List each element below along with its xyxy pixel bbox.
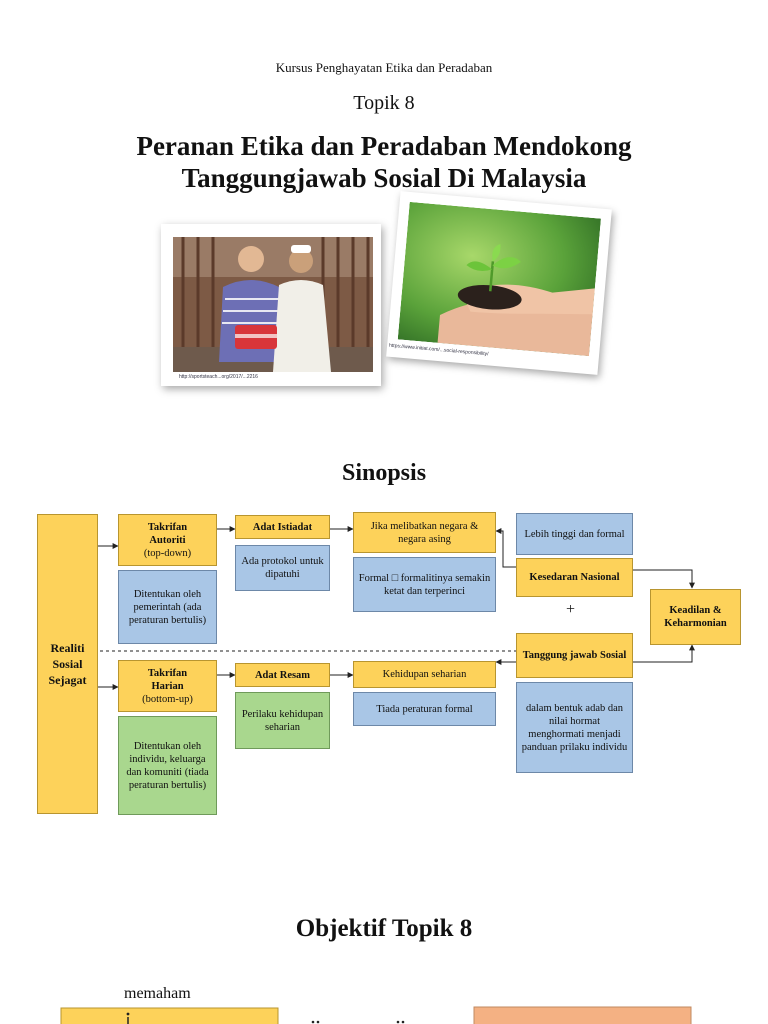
realiti-sosial-box: [37, 514, 98, 814]
formal-desc-text: Formal □ formalitinya semakin ketat dan terperinci: [358, 572, 491, 597]
tanggung-jawab-text: Tanggung jawab Sosial: [522, 650, 627, 661]
kehidupan-seharian-box: [353, 661, 496, 688]
keadilan-text: Keadilan & Keharmonian: [664, 605, 727, 629]
harian-desc-box: [118, 716, 217, 815]
kehidupan-seharian-text: Kehidupan seharian: [382, 669, 467, 680]
title-line-1: Peranan Etika dan Peradaban Mendokong: [136, 131, 632, 161]
takrifan-autoriti-box: [118, 514, 217, 566]
title-line-2: Tanggungjawab Sosial Di Malaysia: [181, 163, 587, 193]
kesedaran-nasional-text: Kesedaran Nasional: [529, 572, 620, 583]
takrifan-harian-title-1: Takrifan: [147, 667, 188, 679]
photo-gift-exchange: [161, 224, 381, 386]
keadilan-box: [650, 589, 741, 645]
dalam-bentuk-text: dalam bentuk adab dan nilai hormat menghormati menjadi panduan prilaku individu: [521, 702, 628, 753]
objektif-heading: Objektif Topik 8: [295, 915, 473, 942]
adat-resam-text: Adat Resam: [254, 669, 311, 681]
harian-desc-text: Ditentukan oleh individu, keluarga dan komuniti (tiada peraturan bertulis): [126, 740, 209, 791]
topic-number: Topik 8: [353, 92, 415, 114]
plus-sign: +: [566, 601, 576, 618]
adat-istiadat-text: Adat Istiadat: [252, 521, 313, 533]
realiti-line-1: Realiti: [50, 641, 85, 655]
autoriti-desc-text: Ditentukan oleh pemerintah (ada peraturan bertulis): [128, 588, 207, 626]
takrifan-autoriti-sub: (top-down): [143, 547, 192, 559]
page-title: [0, 130, 768, 194]
jika-negara-text: Jika melibatkan negara & negara asing: [370, 520, 479, 545]
tanggung-jawab-box: [516, 633, 633, 678]
memaham-label: memaham: [124, 985, 191, 1002]
lebih-tinggi-box: [516, 513, 633, 555]
kesedaran-nasional-box: [516, 558, 633, 597]
sinopsis-heading: Sinopsis: [341, 460, 427, 486]
takrifan-harian-sub: (bottom-up): [142, 693, 193, 705]
takrifan-autoriti-title-2: Autoriti: [149, 534, 186, 546]
autoriti-desc-box: [118, 570, 217, 644]
seedling-image: [398, 202, 601, 356]
tiada-peraturan-text: Tiada peraturan formal: [376, 703, 473, 715]
right-photo-caption: https://www.initiat.com/...social-responsibility/: [388, 342, 489, 358]
left-photo-caption: http://sportsteach...org/2017/...2216: [179, 374, 258, 380]
istiadat-desc-text: Ada protokol untuk dipatuhi: [241, 556, 324, 580]
jika-negara-box: [353, 512, 496, 553]
adat-resam-box: [235, 663, 330, 687]
istiadat-desc-box: [235, 545, 330, 591]
formal-desc-box: [353, 557, 496, 612]
course-title: Kursus Penghayatan Etika dan Peradaban: [275, 60, 493, 75]
dalam-bentuk-box: [516, 682, 633, 773]
takrifan-harian-box: [118, 660, 217, 712]
lebih-tinggi-text: Lebih tinggi dan formal: [524, 528, 625, 540]
takrifan-harian-title-2: Harian: [151, 680, 184, 692]
realiti-line-2: Sosial: [52, 657, 83, 671]
realiti-line-3: Sejagat: [48, 673, 87, 687]
resam-desc-text: Perilaku kehidupan seharian: [241, 708, 324, 733]
adat-istiadat-box: [235, 515, 330, 539]
gift-exchange-image: [173, 237, 373, 372]
tiada-peraturan-box: [353, 692, 496, 726]
takrifan-autoriti-title-1: Takrifan: [147, 521, 188, 533]
resam-desc-box: [235, 692, 330, 749]
photo-seedling: [386, 191, 612, 375]
